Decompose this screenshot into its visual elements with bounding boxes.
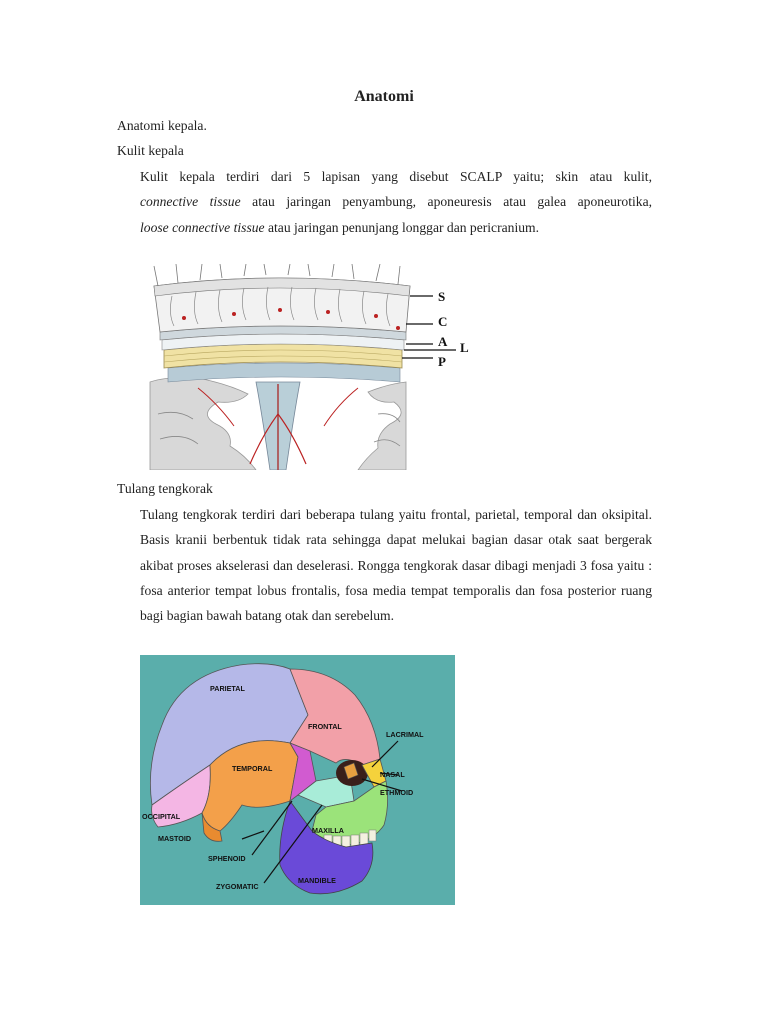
scalp-line-3 [140, 215, 652, 240]
scalp-label-a: A [438, 334, 448, 349]
subtitle: Anatomi kepala. [117, 118, 207, 133]
scalp-label-s: S [438, 289, 446, 304]
scalp-label-p: P [438, 354, 446, 369]
skull-label-maxilla: MAXILLA [312, 826, 344, 835]
scalp-term-loose: loose connective tissue [140, 219, 265, 235]
scalp-line-2 [140, 189, 652, 214]
scalp-layers-figure [138, 264, 478, 470]
skull-label-lacrimal: LACRIMAL [386, 730, 424, 739]
scalp-line-3-text: atau jaringan penunjang longgar dan pericranium. [264, 219, 539, 235]
scalp-label-c: C [438, 314, 448, 329]
page-title: Anatomi [354, 88, 414, 105]
skull-label-parietal: PARIETAL [210, 684, 245, 693]
skull-paragraph: Tulang tengkorak terdiri dari beberapa tulang yaitu frontal, parietal, temporal dan oksipital. Basis kranii berbentuk tidak rata sehingga dapat melukai bagian dasar otak saat bergerak akibat proses akselerasi dan deselerasi. Rongga tengkorak dasar dibagi menjadi 3 fosa yaitu : fosa anterior tempat lobus frontalis, fosa media tempat temporalis dan fosa posterior ruang bagi bagian bawah batang otak dan serebelum. [140, 507, 652, 624]
skull-label-zygomatic: ZYGOMATIC [216, 882, 259, 891]
scalp-line-1: Kulit kepala terdiri dari 5 lapisan yang disebut SCALP yaitu; skin atau kulit, [140, 169, 652, 184]
scalp-label-l: L [460, 340, 469, 355]
section-heading-skull: Tulang tengkorak [117, 481, 213, 496]
skull-label-nasal: NASAL [380, 770, 405, 779]
scalp-paragraph [140, 164, 652, 240]
skull-label-mandible: MANDIBLE [298, 876, 336, 885]
skull-bones-figure [140, 655, 455, 905]
skull-label-mastoid: MASTOID [158, 834, 192, 843]
section-heading-scalp: Kulit kepala [117, 143, 184, 158]
skull-label-ethmoid: ETHMOID [380, 788, 414, 797]
scalp-line-2-text: atau jaringan penyambung, aponeuresis atau galea aponeurotika, [240, 194, 653, 210]
scalp-term-connective: connective tissue [140, 194, 241, 210]
skull-label-sphenoid: SPHENOID [208, 854, 246, 863]
skull-label-temporal: TEMPORAL [232, 764, 273, 773]
skull-label-frontal: FRONTAL [308, 722, 342, 731]
skull-label-occipital: OCCIPITAL [142, 812, 181, 821]
